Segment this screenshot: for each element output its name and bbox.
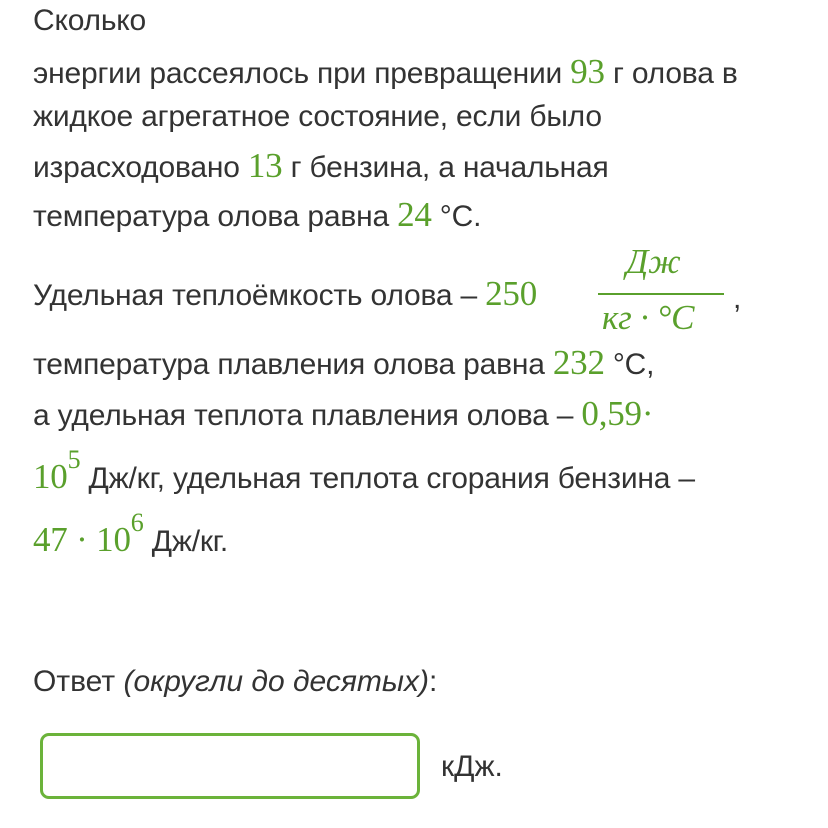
fuel-mass-value: 13 xyxy=(247,146,283,185)
melting-temp-value: 232 xyxy=(552,343,605,382)
initial-temp-value: 24 xyxy=(397,195,432,234)
answer-hint: (округли до десятых) xyxy=(123,665,429,698)
text-fragment: температура олова равна xyxy=(33,200,398,233)
combustion-heat-exponent: 6 xyxy=(130,508,144,537)
tin-mass-value: 93 xyxy=(570,52,605,91)
fraction-bar xyxy=(598,293,724,295)
fusion-heat-exponent: 5 xyxy=(67,445,81,474)
fraction-numerator: Дж xyxy=(626,242,681,281)
problem-line-4 xyxy=(33,146,609,186)
fusion-heat-mantissa: 0,59· xyxy=(581,394,654,433)
text-fragment: Дж/кг. xyxy=(143,525,228,558)
problem-line-1 xyxy=(33,4,146,38)
problem-line-6 xyxy=(33,274,537,314)
text-fragment: °С, xyxy=(604,348,655,381)
problem-line-7 xyxy=(33,343,654,383)
text-fragment: израсходовано xyxy=(33,151,248,184)
text-fragment: температура плавления олова равна xyxy=(33,348,553,381)
answer-label xyxy=(33,665,437,699)
text-fragment: г бензина, а начальная xyxy=(282,151,609,184)
answer-unit: кДж. xyxy=(441,750,503,783)
problem-line-8 xyxy=(33,394,653,434)
problem-line-9 xyxy=(33,445,695,497)
answer-colon: : xyxy=(429,665,438,698)
problem-line-3 xyxy=(33,100,602,134)
text-fragment: Дж/кг, удельная теплота сгорания бензина – xyxy=(80,462,695,495)
text-fragment: жидкое агрегатное состояние, если было xyxy=(33,100,602,133)
text-fragment: , xyxy=(733,282,742,315)
text-fragment: Удельная теплоёмкость олова – xyxy=(33,279,486,312)
fusion-heat-base: 10 xyxy=(33,457,68,496)
answer-input[interactable] xyxy=(40,733,420,799)
text-fragment: Сколько xyxy=(33,4,147,37)
text-fragment: °С. xyxy=(431,200,482,233)
text-fragment: а удельная теплота плавления олова – xyxy=(33,399,582,432)
problem-line-2 xyxy=(33,52,738,92)
fraction-denominator: кг · °C xyxy=(602,298,695,337)
text-fragment: энергии рассеялось при превращении xyxy=(33,57,571,90)
heat-capacity-value: 250 xyxy=(485,274,537,313)
text-fragment: г олова в xyxy=(604,57,738,90)
problem-line-10 xyxy=(33,508,228,560)
combustion-heat-mantissa: 47 · 10 xyxy=(33,520,131,559)
answer-label-text: Ответ xyxy=(33,665,124,698)
problem-line-5 xyxy=(33,195,481,235)
